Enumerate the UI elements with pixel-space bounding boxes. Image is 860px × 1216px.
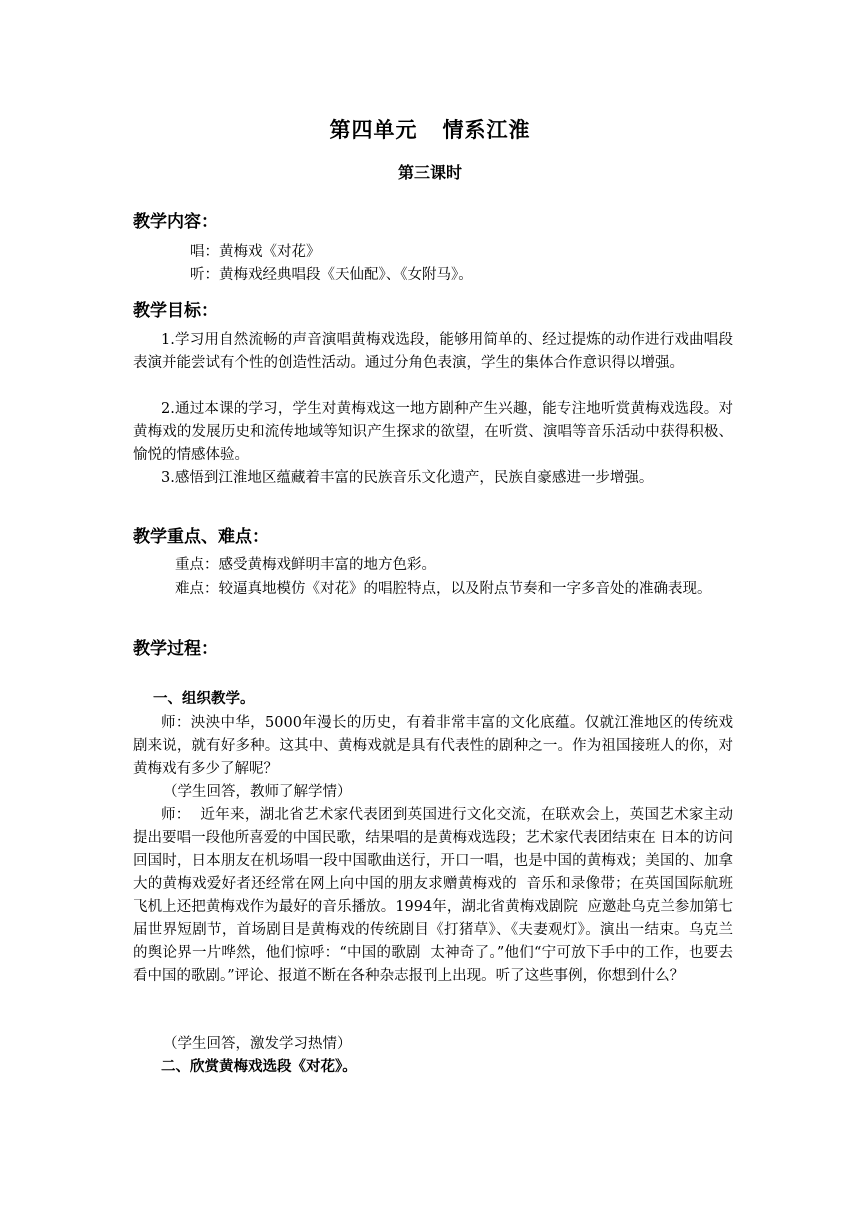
- teacher-paragraph-1: 师：泱泱中华，5000年漫长的历史，有着非常丰富的文化底蕴。仅就江淮地区的传统戏剧来说，就有好多种。这其中、黄梅戏就是具有代表性的剧种之一。作为祖国接班人的你，对黄梅戏有多少了解呢？: [133, 715, 733, 777]
- section-1-title: 一、组织教学。: [153, 691, 255, 707]
- student-note-2: （学生回答，激发学习热情）: [163, 1036, 352, 1052]
- focus-heading: 教学重点、难点：: [133, 527, 269, 547]
- focus-difficulty: 难点：较逼真地模仿《对花》的唱腔特点，以及附点节奏和一字多音处的准确表现。: [175, 581, 712, 597]
- teacher-paragraph-2: 师： 近年来，湖北省艺术家代表团到英国进行文化交流，在联欢会上，英国艺术家主动提出要唱一段他所喜爱的中国民歌，结果唱的是黄梅戏选段；艺术家代表团结束在 日本的访问回国时，日本朋友在机场唱一段中国歌曲送行，开口一唱，也是中国的黄梅戏；美国的、加拿大的黄梅戏爱好者还经常在网上向中国的朋友求赠黄梅戏的 音乐和录像带；在英国国际航班飞机上还把黄梅戏作为最好的音乐播放。1994年，湖北省黄梅戏剧院 应邀赴乌克兰参加第七届世界短剧节，首场剧目是黄梅戏的传统剧目《打猪草》、《夫妻观灯》。演出一结束。乌克兰的舆论界一片哗然，他们惊呼：“中国的歌剧 太神奇了。”他们“宁可放下手中的工作，也要去看中国的歌剧。”评论、报道不断在各种杂志报刊上出现。听了这些事例，你想到什么？: [133, 807, 733, 984]
- process-heading: 教学过程：: [133, 639, 218, 659]
- document-title: 第四单元 情系江淮: [329, 118, 531, 142]
- goal-item-2: 2.通过本课的学习，学生对黄梅戏这一地方剧种产生兴趣，能专注地听赏黄梅戏选段。对黄梅戏的发展历史和流传地域等知识产生探求的欲望，在听赏、演唱等音乐活动中获得积极、愉悦的情感体验。: [133, 401, 733, 463]
- content-heading: 教学内容：: [133, 212, 218, 232]
- goals-heading: 教学目标：: [133, 301, 218, 321]
- goal-item-3: 3.感悟到江淮地区蕴藏着丰富的民族音乐文化遗产，民族自豪感进一步增强。: [161, 470, 654, 486]
- content-item-sing: 唱：黄梅戏《对花》: [190, 244, 321, 260]
- focus-key-point: 重点：感受黄梅戏鲜明丰富的地方色彩。: [175, 557, 436, 573]
- section-2-title: 二、欣赏黄梅戏选段《对花》。: [161, 1059, 357, 1075]
- lesson-subtitle: 第三课时: [397, 163, 462, 182]
- student-note-1: （学生回答，教师了解学情）: [163, 784, 352, 800]
- content-item-listen: 听：黄梅戏经典唱段《天仙配》、《女附马》。: [190, 267, 473, 283]
- goal-item-1: 1.学习用自然流畅的声音演唱黄梅戏选段，能够用简单的、经过提炼的动作进行戏曲唱段表演并能尝试有个性的创造性活动。通过分角色表演，学生的集体合作意识得以增强。: [133, 332, 733, 371]
